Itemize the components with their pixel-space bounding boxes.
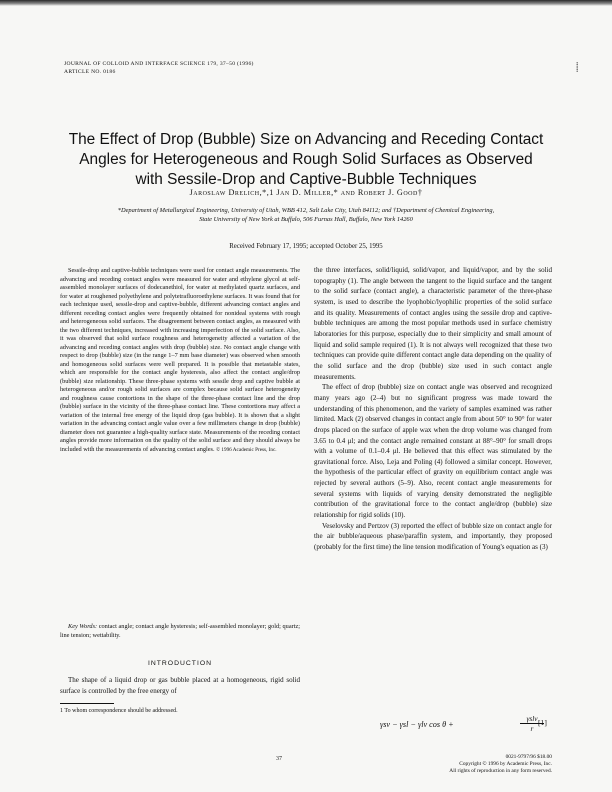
author-list: Jaroslaw Drelich,*,1 Jan D. Miller,* and Robert J. Good† (189, 188, 423, 197)
paper-title (20, 130, 592, 190)
paragraph: Veselovsky and Pertzov (3) reported the effect of bubble size on contact angle for the air bubble/aqueous phase/paraffin system, and importantly, they proposed (probably for the first time) the line tension modification of Young's equation as (3) (314, 521, 552, 552)
equation-numerator: γslv (520, 714, 544, 724)
affiliations (64, 206, 548, 224)
margin-mark: ⸽ (576, 62, 579, 72)
price-code: 0021-9797/96 $18.00 (505, 754, 552, 760)
keywords (60, 623, 300, 640)
abstract-text: Sessile-drop and captive-bubble techniques were used for contact angle measurements. The advancing and receding contact angles were measured for water and ethylene glycol at self-assembled monolayer surfaces of dodecanethiol, for water at methylated quartz surfaces, and for water at roughened polyethylene and polytetrafluoroethylene surfaces. It was found that for each technique used, sessile-drop and captive-bubble, different advancing contact angles and different receding contact angles were frequently obtained for nonideal systems with rough and heterogeneous solid surfaces. The disagreement between contact angles, as measured with the two different techniques, increased with increasing imperfection of the solid surface. Also, it was observed that solid surface roughness and heterogeneity affected a variation of the advancing and receding contact angles with drop (bubble) size. No contact angle change with respect to drop (bubble) size (in the range 1–7 mm base diameter) was observed when smooth and homogeneous solid surfaces were well prepared. It is possible that metastable states, which are responsible for the contact angle hysteresis, also affect the contact angle/drop (bubble) size relationship. These three-phase systems with sessile drop and captive bubble at heterogeneous and/or rough solid surfaces are complex because solid surface heterogeneity and roughness cause contortions in the shape of the three-phase contact line and the drop (bubble) surface in the vicinity of the three-phase contact line. These contortions may affect a variation of the internal free energy of the liquid drop (gas bubble). It is shown that a slight variation in the advancing contact angle value over a few millimeters change in drop (bubble) diameter does not guarantee a high-quality surface state. Measurements of the receding contact angles provide more information on the quality of the solid surface and they should always be included with the measurements of advancing contact angles. (60, 267, 300, 453)
scan-edge (0, 0, 612, 6)
title-line-2: Angles for Heterogeneous and Rough Solid Surfaces as Observed (79, 151, 533, 168)
received-dates: Received February 17, 1995; accepted October 25, 1995 (229, 243, 383, 250)
intro-paragraph: The shape of a liquid drop or gas bubble placed at a homogeneous, rigid solid surface is controlled by the free energy of (60, 676, 300, 695)
copyright-line: Copyright © 1996 by Academic Press, Inc. (459, 761, 552, 767)
right-column (314, 265, 552, 553)
title-line-1: The Effect of Drop (Bubble) Size on Advancing and Receding Contact (68, 131, 544, 148)
footnote-rule (60, 703, 114, 704)
section-heading-introduction: INTRODUCTION (147, 660, 213, 667)
page-number: 37 (276, 756, 282, 762)
article-number: ARTICLE NO. 0186 (64, 69, 116, 75)
introduction-text (60, 675, 300, 697)
equation-left-side: γsv − γsl − γlv cos θ + (380, 720, 454, 729)
paragraph: the three interfaces, solid/liquid, solid/vapor, and liquid/vapor, and by the solid topography (1). The angle between the tangent to the liquid surface and the tangent to the solid surface (contact angle), a characteristic parameter of the three-phase system, is used to describe the lyophobic/lyophilic properties of the solid surface and its quality. Measurements of contact angles using the sessile drop and captive-bubble techniques are among the most popular methods used in surface chemistry laboratories for this purpose, especially due to their simplicity and small amount of liquid and solid sample required (1). It is not always well recognized that these two techniques can provide quite different contact angle data depending on the quality of the solid surface and the drop (bubble) size used in such contact angle measurements. (314, 266, 552, 381)
journal-header (64, 60, 464, 76)
keywords-label: Key Words: (68, 623, 98, 630)
publisher-footer (400, 754, 552, 775)
equation-number: [1] (538, 718, 547, 727)
rights-line: All rights of reproduction in any form reserved. (449, 768, 552, 774)
keywords-text: contact angle; contact angle hysteresis; self-assembled monolayer; gold; quartz; line tension; wettability. (60, 623, 301, 639)
affiliation-line-1: *Department of Metallurgical Engineering, University of Utah, WBB 412, Salt Lake City, Utah 84112; and †Department of Chemical Engineering, (117, 207, 495, 214)
equation-denominator: r (530, 724, 534, 733)
affiliation-line-2: State University of New York at Buffalo, 506 Furnas Hall, Buffalo, New York 14260 (199, 216, 413, 223)
journal-citation: JOURNAL OF COLLOID AND INTERFACE SCIENCE 179, 37–50 (1996) (64, 61, 254, 67)
abstract (60, 267, 300, 454)
abstract-copyright: © 1996 Academic Press, Inc. (216, 446, 277, 453)
title-line-3: with Sessile-Drop and Captive-Bubble Techniques (135, 171, 477, 188)
paragraph: The effect of drop (bubble) size on contact angle was observed and recognized many years ago (2–4) but no significant progress was made toward the understanding of this phenomenon, and the variety of samples examined was rather limited. Mack (2) observed changes in contact angle from about 50° to 90° for water drops placed on the surface of apple wax when the drop volume was changed from 3.65 to 0.4 μl; and the contact angle remained constant at 88°–90° for small drops with a volume of 0.1–0.4 μl. He believed that this effect was stimulated by the gravitational force. Also, Leja and Poling (4) followed a similar concept. However, the hypothesis of the particular effect of gravity on equilibrium contact angle was rejected by several authors (5–9). Also, recent contact angle measurements for several systems with liquids of varying density demonstrated the negligible contribution of the gravitational force to the contact angle/drop (bubble) size relationship for rigid solids (10). (314, 383, 552, 520)
footnote: 1 To whom correspondence should be addressed. (60, 708, 178, 714)
